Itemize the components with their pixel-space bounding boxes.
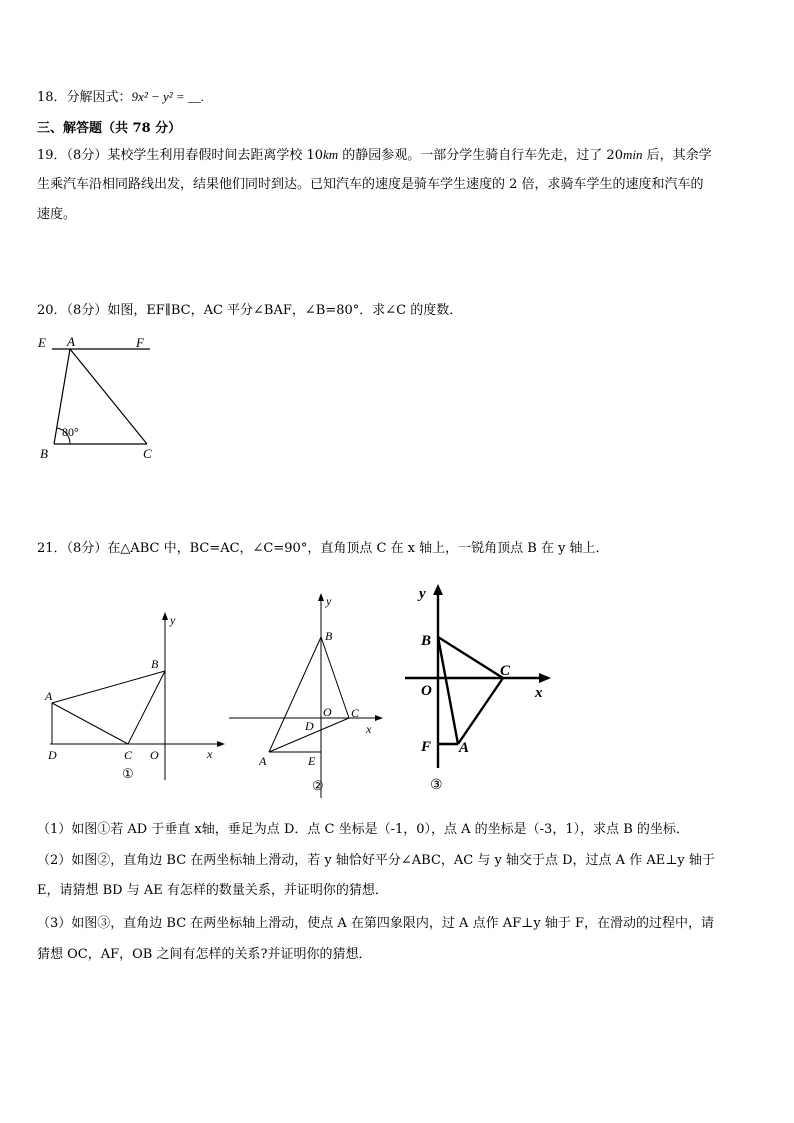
q21-figure-2 (225, 588, 390, 803)
q19-line-1 (37, 146, 712, 165)
label-d: D (305, 719, 314, 733)
q19-text-b: 的静园参观。一部分学生骑自行车先走，过了 20 (338, 148, 623, 163)
x-axis-arrow (539, 673, 551, 683)
label-c: C (351, 706, 360, 720)
x-axis-arrow (375, 715, 383, 721)
label-b: B (325, 629, 333, 643)
segment-ab (52, 671, 165, 703)
label-b: B (151, 657, 159, 671)
label-o: O (323, 705, 332, 719)
q18-prefix: 18．分解因式： (37, 90, 132, 105)
label-a: A (45, 689, 53, 703)
y-axis-arrow (318, 593, 324, 601)
q19-line-3: 速度。 (37, 207, 77, 222)
label-f: F (136, 335, 144, 350)
q19-text-c: 后，其余学 (642, 148, 712, 163)
label-y: y (170, 613, 176, 627)
label-x: x (535, 685, 543, 701)
label-c: C (124, 748, 133, 762)
segment-ab (438, 637, 458, 744)
figure-2-caption: ② (312, 778, 324, 793)
figure-3-caption: ③ (430, 778, 443, 793)
q19-unit-min: min (622, 147, 643, 162)
q21-text: 21．（8分）在△ABC 中，BC=AC，∠C=90°，直角顶点 C 在 x 轴上，一锐角顶点 B 在 y 轴上． (37, 541, 609, 556)
segment-ab (269, 637, 321, 752)
label-c: C (500, 663, 511, 679)
label-y: y (326, 594, 332, 608)
q18-expression: 9x² − y² = __. (131, 89, 205, 104)
label-x: x (366, 722, 372, 736)
q20-text: 20．（8分）如图，EF∥BC，AC 平分∠BAF，∠B=80°．求∠C 的度数． (37, 303, 463, 318)
label-a: A (67, 334, 75, 349)
q21-part-3-line-1: （3）如图③，直角边 BC 在两坐标轴上滑动，使点 A 在第四象限内，过 A 点作 AF⊥y 轴于 F，在滑动的过程中，请 (37, 916, 714, 931)
q20-figure (30, 330, 170, 465)
label-x: x (207, 747, 213, 761)
label-d: D (48, 748, 57, 762)
label-f: F (421, 739, 432, 755)
x-axis-arrow (217, 741, 225, 747)
label-a: A (259, 754, 267, 768)
segment-ac (458, 678, 503, 744)
angle-b-label: 80° (62, 425, 79, 439)
label-o: O (150, 748, 159, 762)
segment-ac (70, 349, 147, 444)
label-e: E (308, 754, 316, 768)
label-y: y (419, 586, 426, 602)
label-b: B (421, 633, 432, 649)
segment-ac (52, 703, 128, 744)
section-3-heading: 三、解答题（共 78 分） (37, 121, 182, 136)
q19-text-a: 19．（8分）某校学生利用春假时间去距离学校 10 (37, 148, 323, 163)
label-a: A (459, 740, 470, 756)
y-axis-arrow (162, 612, 168, 620)
label-b: B (40, 446, 48, 461)
q18-line (37, 88, 204, 107)
segment-bc (128, 671, 165, 744)
figure-1-caption: ① (122, 766, 134, 781)
q21-figure-1 (35, 608, 235, 793)
q21-figure-3 (403, 580, 563, 795)
label-e: E (38, 335, 46, 350)
y-axis-arrow (433, 584, 443, 595)
q21-part-2-line-2: E，请猜想 BD 与 AE 有怎样的数量关系，并证明你的猜想． (37, 883, 388, 898)
q21-part-3-line-2: 猜想 OC，AF，OB 之间有怎样的关系?并证明你的猜想． (37, 947, 372, 962)
label-c: C (143, 446, 152, 461)
q21-part-1: （1）如图①若 AD 于垂直 x轴，垂足为点 D．点 C 坐标是（-1，0），点 A 的坐标是（-3，1），求点 B 的坐标． (37, 822, 689, 837)
q19-unit-km: km (323, 147, 339, 162)
q19-line-2: 生乘汽车沿相同路线出发，结果他们同时到达。已知汽车的速度是骑车学生速度的 2 倍，求骑车学生的速度和汽车的 (37, 177, 704, 192)
segment-bc (438, 637, 503, 678)
q21-part-2-line-1: （2）如图②，直角边 BC 在两坐标轴上滑动，若 y 轴恰好平分∠ABC，AC 与 y 轴交于点 D，过点 A 作 AE⊥y 轴于 (37, 853, 715, 868)
label-o: O (421, 683, 432, 699)
